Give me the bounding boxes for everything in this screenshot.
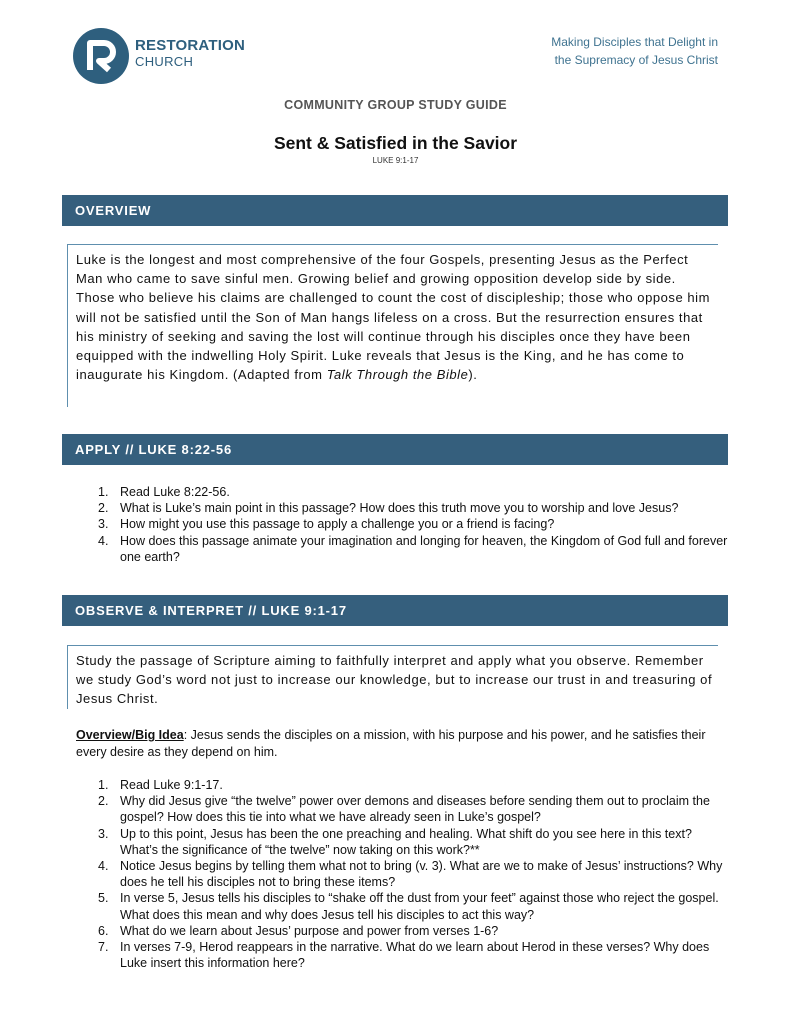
overview-text-main: Luke is the longest and most comprehensive of the four Gospels, presenting Jesus as the Perfect Man who came to save sinful men. Growing belief and growing opposition develop side by side. Those who believe his claims are challenged to count the cost of discipleship; those who oppose him will not be satisfied until the Son of Man hangs lifeless on a cross. But the resurrection ensures that his ministry of seeking and saving the lost will continue through his disciples once they have been equipped with the indwelling Holy Spirit. Luke reveals that Jesus is the King, and he has come to inaugurate his Kingdom. (Adapted from: [76, 252, 711, 383]
logo-line2: CHURCH: [135, 54, 194, 69]
list-item-number: 7.: [98, 940, 109, 955]
list-item-text: How might you use this passage to apply a challenge you or a friend is facing?: [120, 517, 555, 532]
apply-list: [98, 484, 728, 565]
list-item: [98, 890, 728, 922]
list-item: [98, 923, 728, 939]
list-item-number: 6.: [98, 923, 109, 938]
tagline-line1: Making Disciples that Delight in: [551, 35, 718, 49]
list-item: [98, 858, 728, 890]
observe-intro: Study the passage of Scripture aiming to faithfully interpret and apply what you observe. Remember we study God’s word not just to increase our knowledge, but to increase our trust in and treasuring of Jesus Christ.: [67, 645, 718, 709]
scripture-reference: LUKE 9:1-17: [372, 156, 419, 165]
list-item: [98, 826, 728, 858]
guide-label: COMMUNITY GROUP STUDY GUIDE: [284, 98, 507, 112]
list-item-number: 4.: [98, 533, 109, 548]
logo-r-icon: [73, 28, 129, 84]
list-item-text: What do we learn about Jesus’ purpose and power from verses 1-6?: [120, 923, 499, 938]
page-title: Sent & Satisfied in the Savior: [273, 133, 518, 153]
observe-list: [98, 777, 728, 971]
list-item: [98, 939, 728, 971]
list-item-text: In verses 7-9, Herod reappears in the narrative. What do we learn about Herod in these verses? Why does Luke insert this information here?: [120, 940, 710, 971]
overview-heading: OVERVIEW: [62, 195, 728, 226]
overview-text-end: ).: [468, 367, 478, 383]
list-item-text: How does this passage animate your imagination and longing for heaven, the Kingdom of God full and forever one earth?: [120, 533, 728, 564]
list-item-text: Why did Jesus give “the twelve” power over demons and diseases before sending them out to proclaim the gospel? How does this tie into what we have already seen in Luke’s gospel?: [120, 794, 710, 825]
tagline-line2: the Supremacy of Jesus Christ: [554, 53, 718, 67]
big-idea-label: Overview/Big Idea: [76, 728, 184, 742]
list-item-number: 5.: [98, 891, 109, 906]
list-item: [98, 516, 728, 532]
list-item-number: 2.: [98, 501, 109, 516]
tagline: [551, 33, 718, 69]
overview-text: [67, 244, 718, 407]
list-item-text: Read Luke 9:1-17.: [120, 778, 223, 792]
list-item: [98, 533, 728, 565]
big-idea: [76, 727, 726, 760]
logo-line1: RESTORATION: [135, 37, 245, 54]
list-item-number: 1.: [98, 778, 109, 792]
list-item-text: Read Luke 8:22-56.: [120, 485, 230, 499]
church-logo: [73, 28, 263, 84]
list-item: [98, 793, 728, 825]
list-item-text: What is Luke’s main point in this passage? How does this truth move you to worship and love Jesus?: [120, 501, 679, 516]
list-item-number: 1.: [98, 485, 109, 499]
apply-heading: APPLY // LUKE 8:22-56: [62, 434, 728, 465]
list-item: [98, 484, 728, 500]
list-item: [98, 500, 728, 516]
list-item-text: In verse 5, Jesus tells his disciples to “shake off the dust from your feet” against those who reject the gospel. What does this mean and why does Jesus tell his disciples to act this way?: [120, 891, 719, 922]
overview-source-title: Talk Through the Bible: [326, 367, 469, 383]
list-item-text: Up to this point, Jesus has been the one preaching and healing. What shift do you see here in this text? What’s the significance of “the twelve” now taking on this work?**: [120, 826, 692, 857]
big-idea-text: : Jesus sends the disciples on a mission, with his purpose and his power, and he satisfies their every desire as they depend on him.: [76, 728, 706, 759]
list-item-number: 3.: [98, 826, 109, 841]
list-item-number: 3.: [98, 517, 109, 532]
list-item-number: 4.: [98, 859, 109, 874]
observe-heading: OBSERVE & INTERPRET // LUKE 9:1-17: [62, 595, 728, 626]
list-item-text: Notice Jesus begins by telling them what not to bring (v. 3). What are we to make of Jesus’ instructions? Why does he tell his disciples not to bring these items?: [120, 859, 723, 890]
list-item: [98, 777, 728, 793]
list-item-number: 2.: [98, 794, 109, 809]
